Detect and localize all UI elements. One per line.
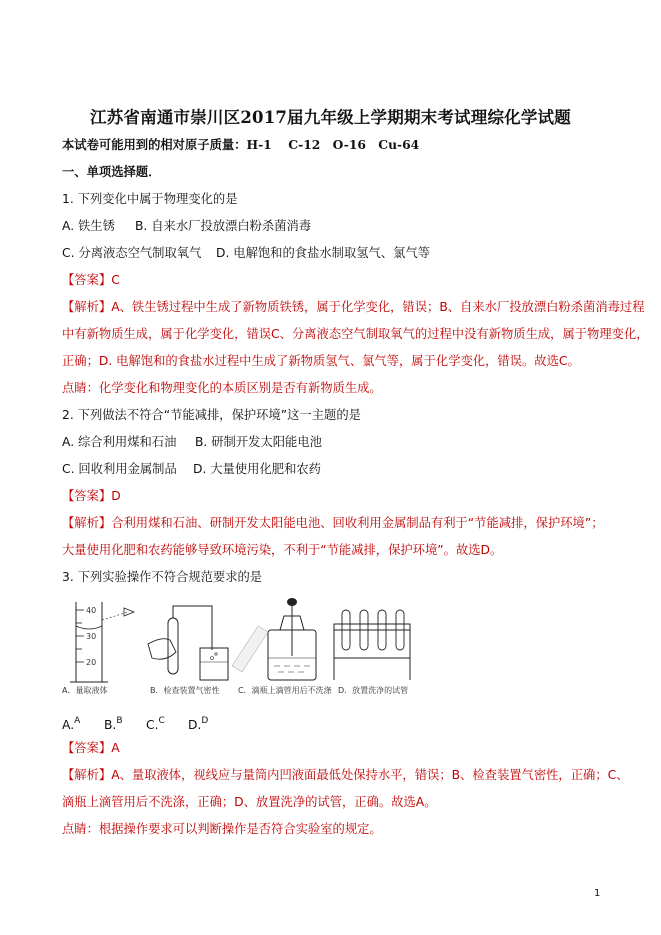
question-1-stem: 1. 下列变化中属于物理变化的是 (62, 192, 238, 206)
question-1-analysis-line-1: 【解析】A、铁生锈过程中生成了新物质铁锈，属于化学变化，错误；B、自来水厂投放漂白粉杀菌消毒过程 (62, 300, 645, 314)
question-3-analysis-line-2: 滴瓶上滴管用后不洗涤，正确；D、放置洗净的试管，正确。故选A。 (62, 795, 437, 809)
question-2-analysis-line-2: 大量使用化肥和农药能够导致环境污染，不利于“节能减排，保护环境”。故选D。 (62, 543, 503, 557)
question-2-stem: 2. 下列做法不符合“节能减排，保护环境”这一主题的是 (62, 408, 361, 422)
page-number: 1 (594, 888, 601, 899)
question-2-option-a: A. 综合利用煤和石油 (62, 435, 177, 449)
question-2-analysis-line-1: 【解析】合利用煤和石油、研制开发太阳能电池、回收利用金属制品有利于“节能减排，保护环境”； (62, 516, 604, 530)
dropper-bottle-diagram (232, 598, 316, 680)
question-1-answer: 【答案】C (62, 273, 120, 287)
question-1-tip: 点睛：化学变化和物理变化的本质区别是否有新物质生成。 (62, 381, 382, 395)
figure-caption-a: A．量取液体 (62, 686, 108, 695)
cylinder-tick-40: 40 (86, 606, 97, 615)
question-3-option-a: A.$^A$ (62, 716, 81, 732)
graduated-cylinder-diagram (70, 602, 134, 682)
question-1-analysis-line-2: 中有新物质生成，属于化学变化，错误C、分离液态空气制取氧气的过程中没有新物质生成，属于物理变化， (62, 327, 649, 341)
question-3-tip: 点睛：根据操作要求可以判断操作是否符合实验室的规定。 (62, 822, 382, 836)
eye-icon (124, 608, 134, 616)
question-2-answer: 【答案】D (62, 489, 121, 503)
airtightness-check-diagram (148, 606, 228, 680)
question-3-answer: 【答案】A (62, 741, 120, 755)
question-3-analysis-line-1: 【解析】A、量取液体，视线应与量筒内凹液面最低处保持水平，错误；B、检查装置气密性，正确；C、 (62, 768, 629, 782)
cylinder-tick-20: 20 (86, 658, 97, 667)
page-title: 江苏省南通市崇川区2017届九年级上学期期末考试理综化学试题 (90, 108, 571, 127)
question-2-option-c: C. 回收利用金属制品 (62, 462, 177, 476)
question-1-option-a: A. 铁生锈 (62, 219, 115, 233)
question-3-stem: 3. 下列实验操作不符合规范要求的是 (62, 570, 263, 584)
watermark-logo (232, 626, 268, 672)
question-1-analysis-line-3: 正确；D. 电解饱和的食盐水过程中生成了新物质氢气、氯气等，属于化学变化，错误。故选C。 (62, 354, 580, 368)
question-1-option-c: C. 分离液态空气制取氧气 (62, 246, 202, 260)
atomic-mass-note: 本试卷可能用到的相对原子质量：H-1 C-12 O-16 Cu-64 (62, 137, 420, 152)
section-heading: 一、单项选择题． (62, 164, 161, 179)
question-3-option-c: C.$^C$ (146, 716, 165, 732)
question-3-option-d: D.$^D$ (188, 716, 209, 732)
figure-caption-b: B．检查装置气密性 (150, 686, 220, 695)
question-1-option-b: B. 自来水厂投放漂白粉杀菌消毒 (135, 219, 312, 233)
figure-caption-d: D．放置洗净的试管 (338, 686, 409, 695)
question-2-option-d: D. 大量使用化肥和农药 (193, 462, 321, 476)
cylinder-tick-30: 30 (86, 632, 97, 641)
question-3-option-b: B.$^B$ (104, 716, 123, 732)
test-tube-rack-diagram (334, 610, 410, 680)
question-2-option-b: B. 研制开发太阳能电池 (195, 435, 322, 449)
hand-icon (148, 639, 176, 659)
figure-caption-c: C．滴瓶上滴管用后不洗涤 (238, 686, 332, 695)
lab-operations-figure (62, 596, 412, 698)
question-1-option-d: D. 电解饱和的食盐水制取氢气、氯气等 (216, 246, 431, 260)
